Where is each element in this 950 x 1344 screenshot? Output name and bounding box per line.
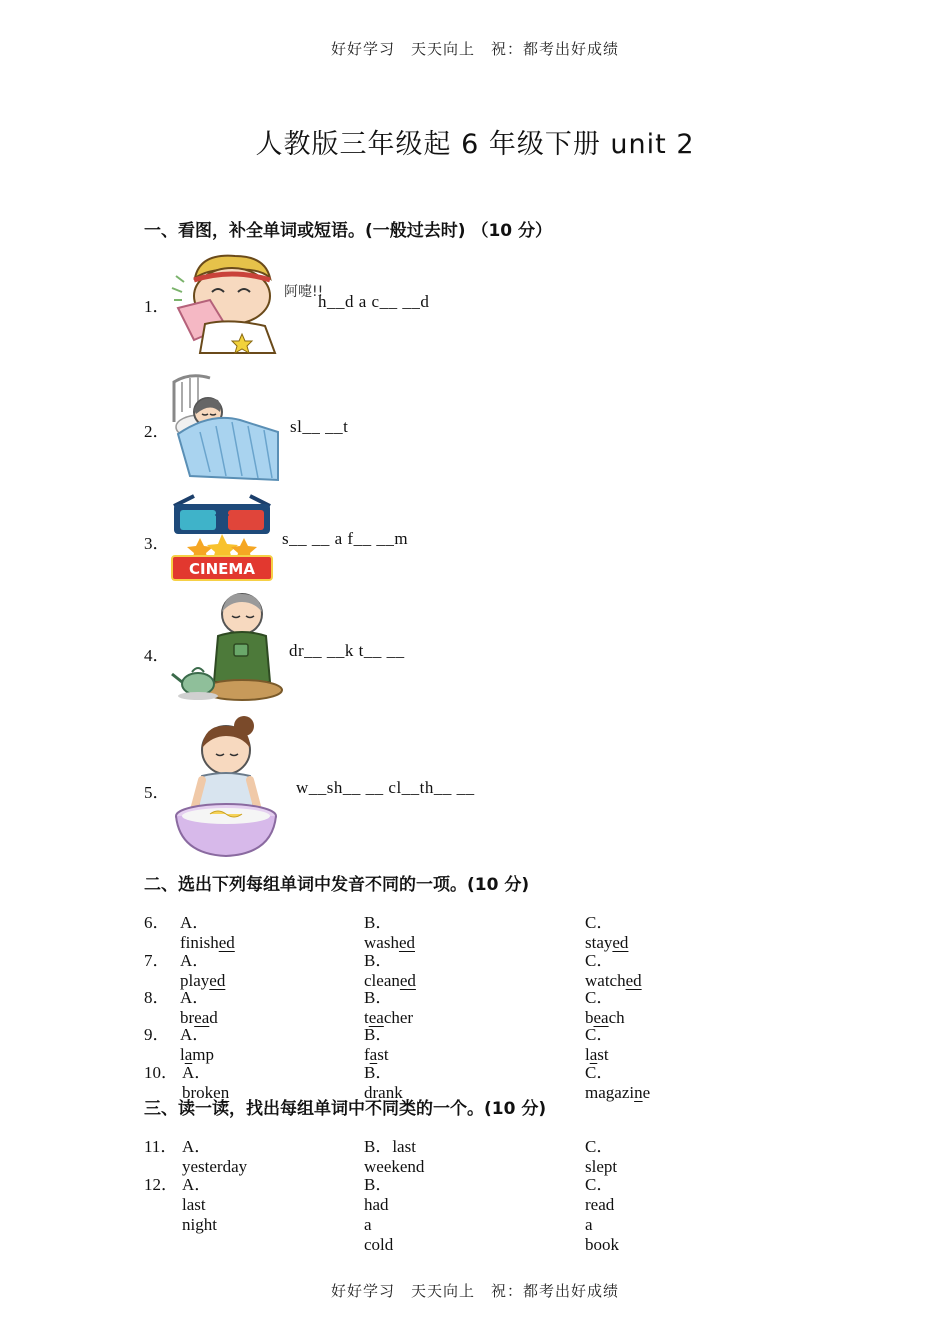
option-label: A． bbox=[180, 951, 210, 970]
fill-in-pattern: w__sh__ __ cl__th__ __ bbox=[296, 778, 475, 797]
section-3-heading: 三、读一读，找出每组单词中不同类的一个。(10 分) bbox=[144, 1099, 547, 1119]
fill-in-pattern: sl__ __t bbox=[290, 417, 349, 436]
underlined-part: ea bbox=[368, 1008, 384, 1027]
underlined-part: a bbox=[589, 1045, 598, 1064]
option-label: A． bbox=[180, 913, 210, 932]
word-part: finish bbox=[180, 933, 219, 952]
word-part: st bbox=[377, 1045, 389, 1064]
question-number: 9． bbox=[144, 1025, 170, 1044]
grandpa-drinking-tea-icon bbox=[170, 590, 285, 710]
word-part: clean bbox=[364, 971, 400, 990]
underlined-part: ea bbox=[593, 1008, 609, 1027]
underlined-part: a bbox=[369, 1045, 378, 1064]
sneezing-boy-icon bbox=[170, 248, 324, 363]
option-label: A． bbox=[180, 1025, 210, 1044]
cinema-sign-text: CINEMA bbox=[189, 560, 255, 578]
word-part: f bbox=[364, 1045, 370, 1064]
word-part: b bbox=[585, 1008, 594, 1027]
underlined-part: ed bbox=[399, 971, 416, 990]
option-b[interactable]: B．had a cold bbox=[364, 1175, 394, 1254]
option-b[interactable]: B．last weekend bbox=[364, 1137, 425, 1176]
underlined-part: n bbox=[220, 1083, 230, 1102]
word-part: stay bbox=[585, 933, 613, 952]
underlined-part: n bbox=[385, 1083, 395, 1102]
underlined-part: ed bbox=[209, 971, 226, 990]
option-label: C． bbox=[585, 1063, 614, 1082]
question-number: 4． bbox=[144, 646, 170, 665]
fill-in-pattern: s__ __ a f__ __m bbox=[282, 529, 409, 548]
word-part: k bbox=[394, 1083, 403, 1102]
page-header: 好好学习 天天向上 祝：都考出好成绩 bbox=[330, 40, 619, 58]
option-label: B． bbox=[364, 988, 393, 1007]
word-part: mp bbox=[192, 1045, 215, 1064]
section-1-heading: 一、看图，补全单词或短语。(一般过去时) （10 分） bbox=[144, 221, 553, 241]
word-part: play bbox=[180, 971, 210, 990]
option-c[interactable]: C．read a book bbox=[585, 1175, 619, 1254]
option-label: B． bbox=[364, 1025, 393, 1044]
word-part: st bbox=[597, 1045, 609, 1064]
underlined-part: ed bbox=[625, 971, 642, 990]
word-part: watch bbox=[585, 971, 626, 990]
word-part: l bbox=[180, 1045, 185, 1064]
word-part: magazi bbox=[585, 1083, 635, 1102]
sneeze-text: 阿嚏!! bbox=[284, 284, 324, 300]
question-number: 11． bbox=[144, 1137, 178, 1156]
fill-in-pattern: dr__ __k t__ __ bbox=[289, 641, 405, 660]
fill-in-pattern: h__d a c__ __d bbox=[318, 292, 430, 311]
underlined-part: ed bbox=[612, 933, 629, 952]
question-number: 2． bbox=[144, 422, 170, 441]
question-number: 1． bbox=[144, 297, 170, 316]
option-label: A． bbox=[180, 988, 210, 1007]
word-part: ch bbox=[608, 1008, 625, 1027]
question-number: 6． bbox=[144, 913, 170, 932]
girl-washing-clothes-icon bbox=[172, 714, 282, 867]
question-number: 10． bbox=[144, 1063, 178, 1082]
option-label: A． bbox=[182, 1063, 212, 1082]
word-part: dra bbox=[364, 1083, 386, 1102]
question-number: 3． bbox=[144, 534, 170, 553]
page-title: 人教版三年级起 6 年级下册 unit 2 bbox=[255, 129, 695, 160]
option-a[interactable]: A．last night bbox=[182, 1175, 217, 1234]
word-part: cher bbox=[383, 1008, 414, 1027]
option-c[interactable] bbox=[585, 1058, 650, 1103]
cinema-3d-glasses-icon bbox=[170, 492, 275, 589]
underlined-part: n bbox=[634, 1083, 643, 1102]
question-number: 12． bbox=[144, 1175, 178, 1194]
option-label: C． bbox=[585, 951, 614, 970]
question-number: 8． bbox=[144, 988, 170, 1007]
underlined-part: ea bbox=[194, 1008, 210, 1027]
question-number: 5． bbox=[144, 783, 170, 802]
option-label: B． bbox=[364, 1063, 393, 1082]
word-part: l bbox=[585, 1045, 590, 1064]
option-a[interactable]: A．yesterday bbox=[182, 1137, 248, 1176]
section-2-heading: 二、选出下列每组单词中发音不同的一项。(10 分) bbox=[144, 875, 530, 895]
option-label: B． bbox=[364, 951, 393, 970]
page-footer: 好好学习 天天向上 祝：都考出好成绩 bbox=[330, 1282, 619, 1300]
option-label: C． bbox=[585, 1025, 614, 1044]
option-label: B． bbox=[364, 913, 393, 932]
question-number: 7． bbox=[144, 951, 170, 970]
underlined-part: ed bbox=[218, 933, 235, 952]
word-part: e bbox=[642, 1083, 651, 1102]
underlined-part: a bbox=[184, 1045, 193, 1064]
word-part: t bbox=[364, 1008, 369, 1027]
option-c[interactable]: C．slept bbox=[585, 1137, 618, 1176]
word-part: broke bbox=[182, 1083, 221, 1102]
word-part: br bbox=[180, 1008, 195, 1027]
word-part: wash bbox=[364, 933, 399, 952]
word-part: d bbox=[209, 1008, 218, 1027]
sleeping-in-bed-icon bbox=[170, 372, 285, 487]
underlined-part: ed bbox=[398, 933, 415, 952]
option-label: C． bbox=[585, 913, 614, 932]
option-label: C． bbox=[585, 988, 614, 1007]
